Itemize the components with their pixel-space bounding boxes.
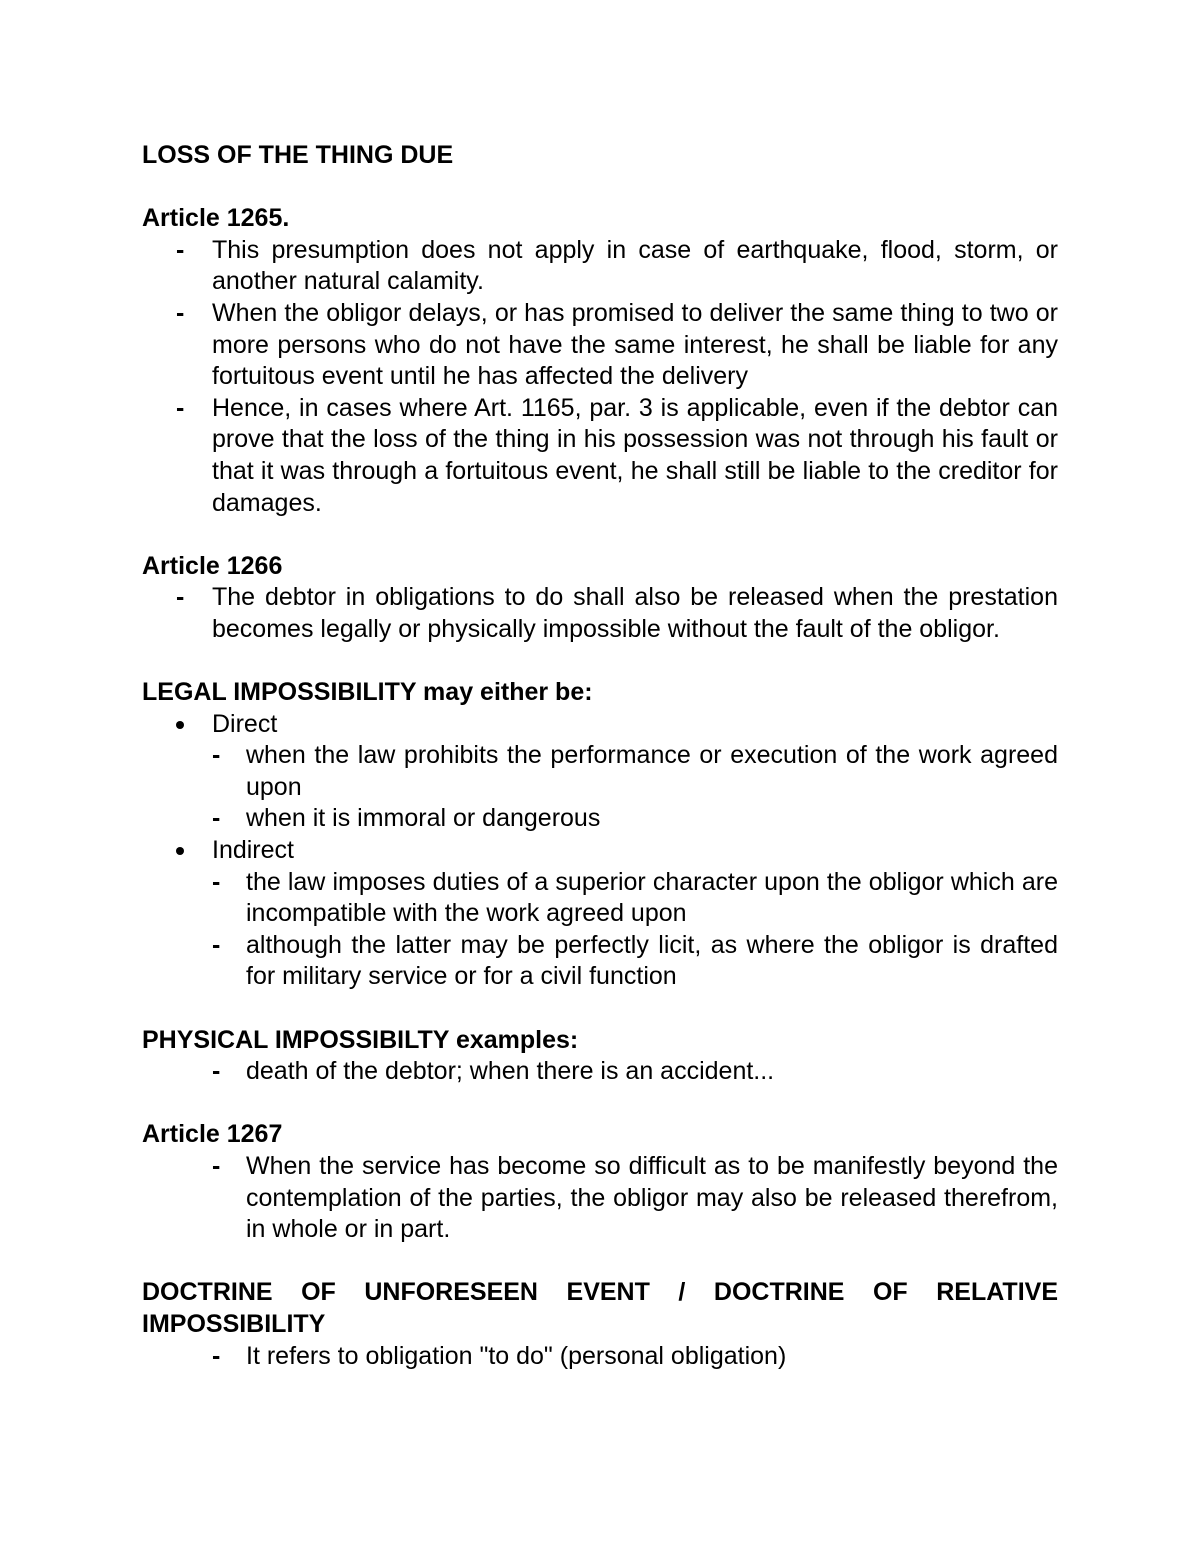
article-1267-heading: Article 1267: [142, 1120, 283, 1149]
list-item: - Hence, in cases where Art. 1165, par. 3 is applicable, even if the debtor can prove that the loss of the thing in his possession was not through his fault or that it was through a fortuitous event, he shall still be liable to the creditor for damages.: [142, 393, 1058, 519]
bullet-item-indirect: [142, 835, 1058, 993]
spacer: [142, 1246, 1058, 1278]
list-item: - It refers to obligation "to do" (personal obligation): [142, 1341, 1058, 1373]
list-item: - when it is immoral or dangerous: [212, 803, 1058, 835]
article-1266-list: [142, 582, 1058, 645]
indirect-sublist: [212, 867, 1058, 993]
list-item: - the law imposes duties of a superior character upon the obligor which are incompatible with the work agreed upon: [212, 867, 1058, 930]
doctrine-heading: DOCTRINE OF UNFORESEEN EVENT / DOCTRINE OF RELATIVE IMPOSSIBILITY: [142, 1278, 1058, 1338]
list-item: - death of the debtor; when there is an accident...: [142, 1056, 1058, 1088]
document-page: [142, 140, 1058, 1372]
physical-impossibility-list: [142, 1056, 1058, 1088]
list-item: - although the latter may be perfectly licit, as where the obligor is drafted for military service or for a civil function: [212, 930, 1058, 993]
list-item: - This presumption does not apply in case of earthquake, flood, storm, or another natural calamity.: [142, 235, 1058, 298]
list-item: - The debtor in obligations to do shall also be released when the prestation becomes legally or physically impossible without the fault of the obligor.: [142, 582, 1058, 645]
spacer: [142, 993, 1058, 1025]
article-1265-heading: Article 1265.: [142, 204, 290, 233]
article-1265-list: [142, 235, 1058, 519]
article-1266-heading: Article 1266: [142, 551, 283, 580]
spacer: [142, 1088, 1058, 1120]
spacer: [142, 646, 1058, 678]
physical-impossibility-heading: PHYSICAL IMPOSSIBILTY examples:: [142, 1025, 579, 1054]
spacer: [142, 519, 1058, 551]
direct-sublist: [212, 740, 1058, 835]
list-item: - when the law prohibits the performance or execution of the work agreed upon: [212, 740, 1058, 803]
bullet-icon: [176, 847, 184, 855]
article-1267-list: [142, 1151, 1058, 1246]
list-item: - When the service has become so difficult as to be manifestly beyond the contemplation of the parties, the obligor may also be released therefrom, in whole or in part.: [142, 1151, 1058, 1246]
document-title: LOSS OF THE THING DUE: [142, 141, 454, 169]
bullet-item-direct: [142, 709, 1058, 835]
list-item: - When the obligor delays, or has promised to deliver the same thing to two or more persons who do not have the same interest, he shall be liable for any fortuitous event until he has affected the delivery: [142, 298, 1058, 393]
bullet-label: Direct: [212, 709, 278, 738]
bullet-icon: [176, 721, 184, 729]
bullet-label: Indirect: [212, 836, 294, 865]
legal-impossibility-list: [142, 709, 1058, 993]
doctrine-list: [142, 1341, 1058, 1373]
spacer: [142, 172, 1058, 204]
legal-impossibility-heading: LEGAL IMPOSSIBILITY may either be:: [142, 678, 593, 707]
